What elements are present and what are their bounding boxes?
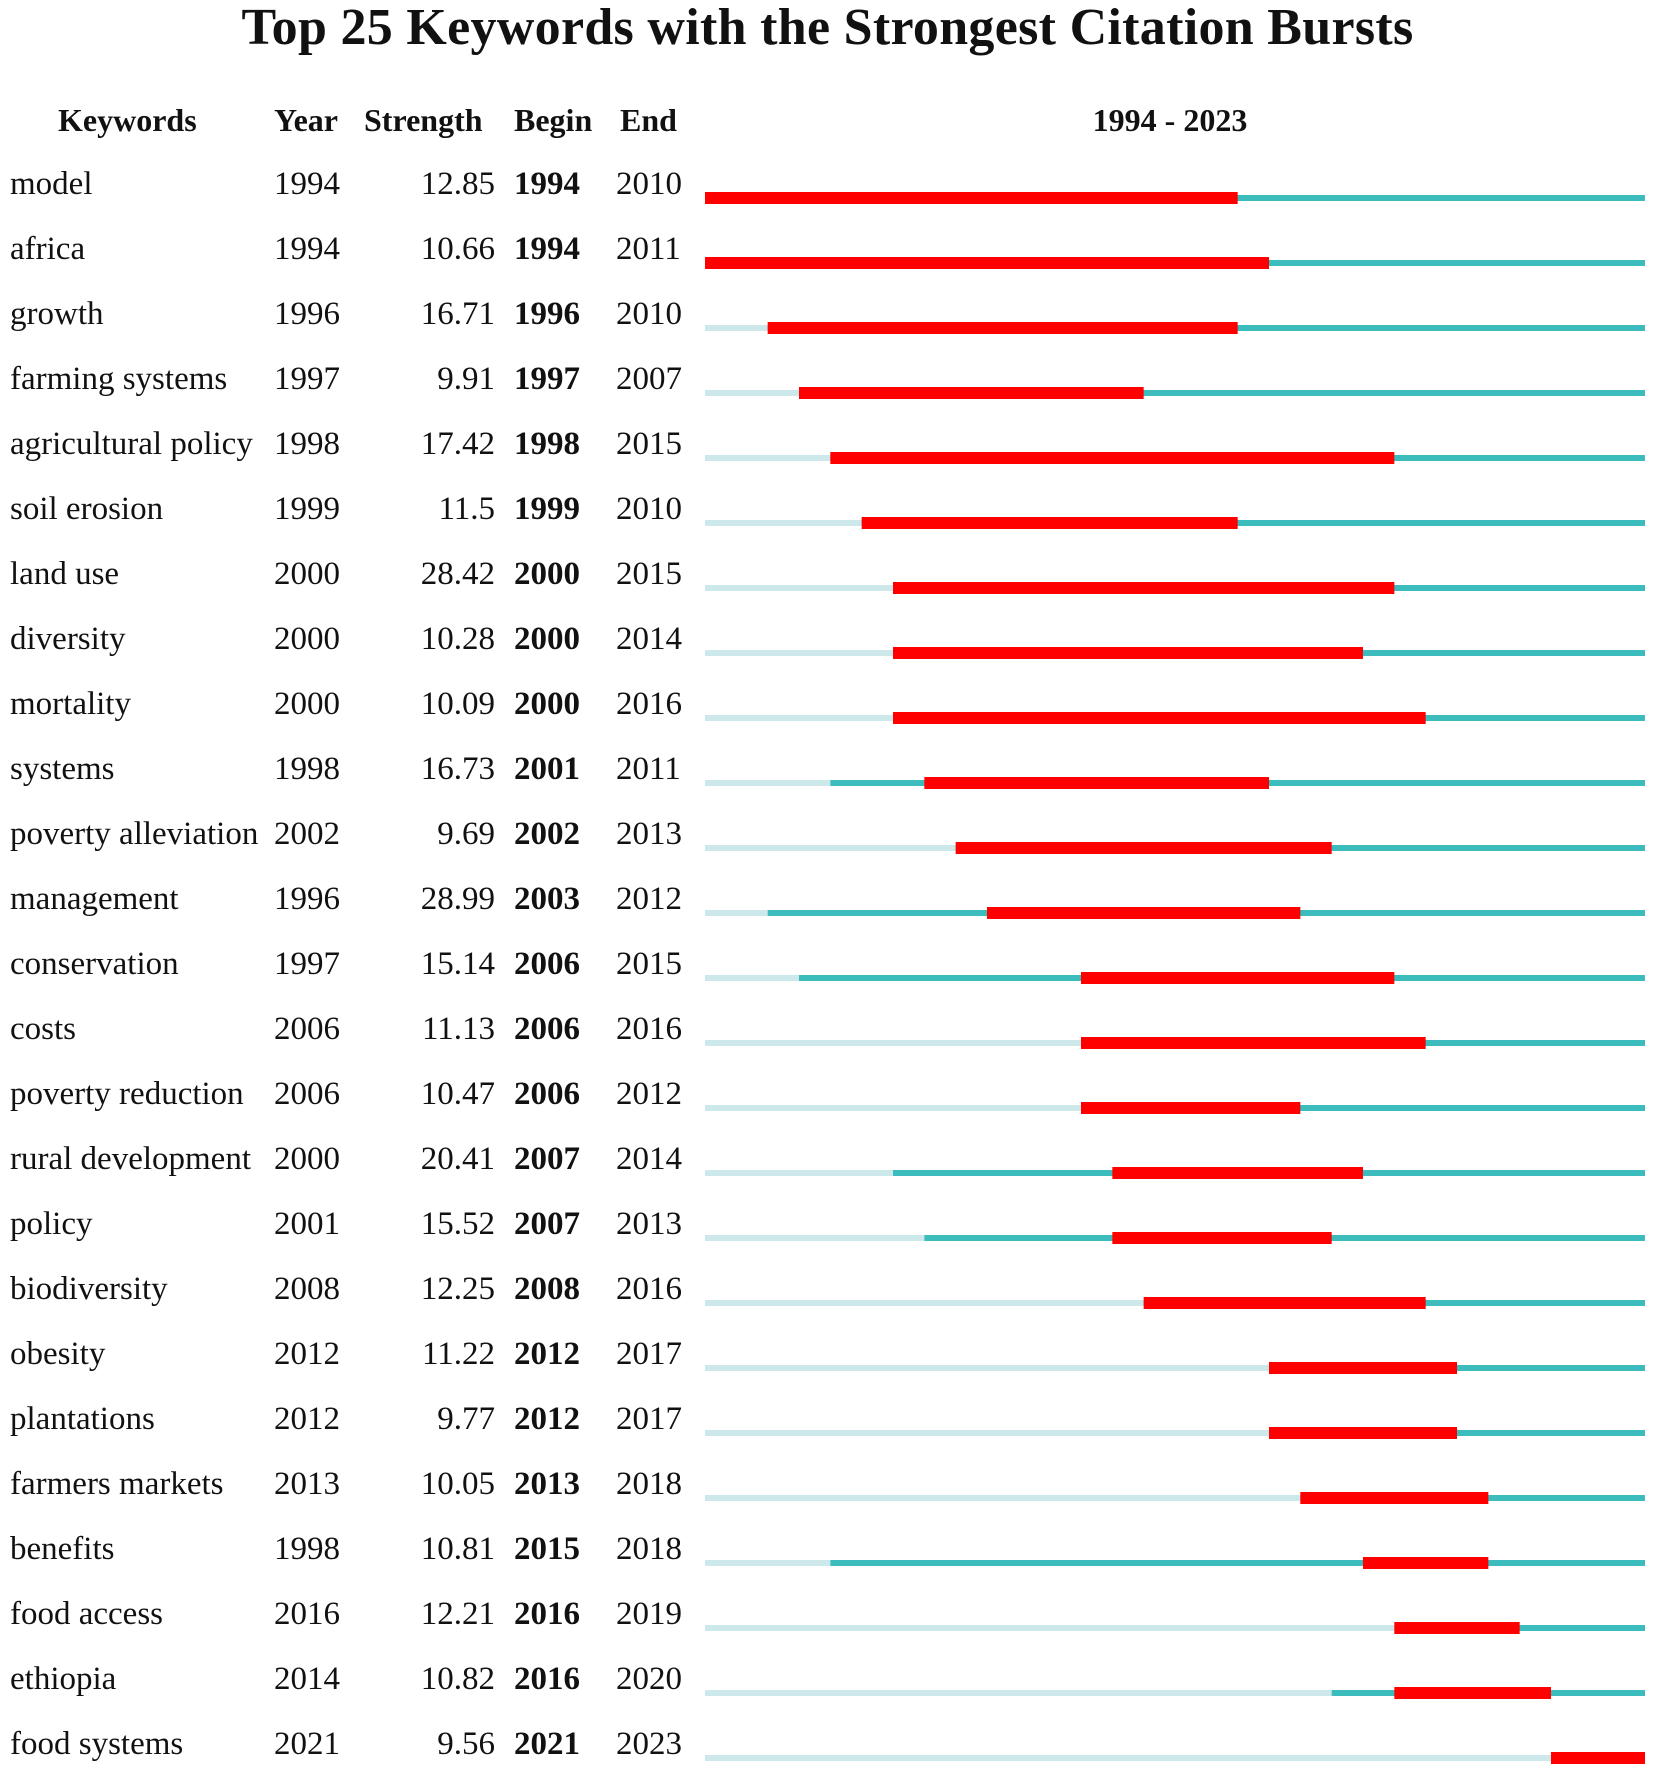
keyword-cell: growth — [10, 296, 104, 332]
inactive-segment — [705, 1560, 830, 1566]
header-end: End — [620, 102, 677, 138]
strength-cell: 10.05 — [420, 1466, 495, 1502]
end-cell: 2013 — [616, 1206, 682, 1242]
year-cell: 2000 — [274, 556, 340, 592]
keyword-cell: africa — [10, 231, 86, 267]
strength-cell: 10.47 — [420, 1076, 495, 1112]
begin-cell: 2000 — [514, 621, 580, 657]
burst-bar — [1394, 1622, 1519, 1634]
year-cell: 1994 — [274, 231, 340, 267]
year-cell: 2000 — [274, 686, 340, 722]
begin-cell: 2013 — [514, 1466, 580, 1502]
inactive-segment — [705, 1105, 1081, 1111]
burst-bar — [893, 712, 1426, 724]
end-cell: 2007 — [616, 361, 682, 397]
end-cell: 2016 — [616, 686, 682, 722]
begin-cell: 1994 — [514, 231, 580, 267]
header-begin: Begin — [514, 102, 593, 138]
begin-cell: 1996 — [514, 296, 580, 332]
burst-bar — [705, 192, 1238, 204]
keyword-cell: food systems — [10, 1726, 184, 1762]
strength-cell: 11.13 — [421, 1011, 495, 1047]
keyword-cell: soil erosion — [10, 491, 164, 527]
year-cell: 2006 — [274, 1076, 340, 1112]
begin-cell: 1997 — [514, 361, 580, 397]
end-cell: 2013 — [616, 816, 682, 852]
begin-cell: 2003 — [514, 881, 580, 917]
burst-bar — [862, 517, 1238, 529]
year-cell: 2016 — [274, 1596, 340, 1632]
active-segment — [830, 1560, 1645, 1566]
inactive-segment — [705, 1625, 1394, 1631]
begin-cell: 2000 — [514, 686, 580, 722]
begin-cell: 2016 — [514, 1661, 580, 1697]
inactive-segment — [705, 455, 830, 461]
keyword-cell: systems — [10, 751, 115, 787]
keyword-cell: farmers markets — [10, 1466, 224, 1502]
chart-title: Top 25 Keywords with the Strongest Citation Bursts — [241, 0, 1414, 56]
strength-cell: 10.81 — [420, 1531, 495, 1567]
year-cell: 2008 — [274, 1271, 340, 1307]
header-strength: Strength — [364, 102, 483, 138]
burst-bar — [1081, 1102, 1300, 1114]
keyword-cell: ethiopia — [10, 1661, 117, 1697]
inactive-segment — [705, 845, 956, 851]
burst-bar — [1394, 1687, 1551, 1699]
year-cell: 1998 — [274, 426, 340, 462]
strength-cell: 15.52 — [420, 1206, 495, 1242]
burst-bar — [1112, 1167, 1363, 1179]
inactive-segment — [705, 1495, 1300, 1501]
end-cell: 2017 — [616, 1336, 682, 1372]
burst-bar — [1081, 972, 1394, 984]
inactive-segment — [705, 1690, 1332, 1696]
keyword-cell: food access — [10, 1596, 164, 1632]
keyword-cell: plantations — [10, 1401, 155, 1437]
header-keywords: Keywords — [58, 102, 197, 138]
end-cell: 2015 — [616, 426, 682, 462]
burst-bar — [893, 647, 1363, 659]
inactive-segment — [705, 1235, 924, 1241]
end-cell: 2014 — [616, 1141, 682, 1177]
end-cell: 2014 — [616, 621, 682, 657]
strength-cell: 10.28 — [420, 621, 495, 657]
end-cell: 2010 — [616, 296, 682, 332]
begin-cell: 2007 — [514, 1206, 580, 1242]
inactive-segment — [705, 780, 830, 786]
end-cell: 2011 — [616, 751, 681, 787]
strength-cell: 9.91 — [437, 361, 495, 397]
end-cell: 2019 — [616, 1596, 682, 1632]
strength-cell: 10.66 — [420, 231, 495, 267]
keyword-cell: obesity — [10, 1336, 106, 1372]
strength-cell: 17.42 — [420, 426, 495, 462]
keyword-cell: rural development — [10, 1141, 251, 1177]
end-cell: 2011 — [616, 231, 681, 267]
burst-bar — [768, 322, 1238, 334]
inactive-segment — [705, 1365, 1269, 1371]
year-cell: 2001 — [274, 1206, 340, 1242]
begin-cell: 2001 — [514, 751, 580, 787]
begin-cell: 2007 — [514, 1141, 580, 1177]
begin-cell: 2006 — [514, 1011, 580, 1047]
end-cell: 2017 — [616, 1401, 682, 1437]
inactive-segment — [705, 1430, 1269, 1436]
keyword-cell: diversity — [10, 621, 126, 657]
end-cell: 2018 — [616, 1466, 682, 1502]
keyword-cell: policy — [10, 1206, 93, 1242]
end-cell: 2015 — [616, 946, 682, 982]
inactive-segment — [705, 650, 893, 656]
strength-cell: 9.69 — [437, 816, 495, 852]
strength-cell: 15.14 — [420, 946, 495, 982]
keyword-cell: costs — [10, 1011, 76, 1047]
year-cell: 1998 — [274, 1531, 340, 1567]
inactive-segment — [705, 1300, 1144, 1306]
strength-cell: 20.41 — [420, 1141, 495, 1177]
year-cell: 2000 — [274, 621, 340, 657]
keyword-cell: management — [10, 881, 179, 917]
end-cell: 2016 — [616, 1271, 682, 1307]
keyword-cell: land use — [10, 556, 120, 592]
begin-cell: 2021 — [514, 1726, 580, 1762]
header-year: Year — [274, 102, 338, 138]
burst-bar — [1551, 1752, 1645, 1764]
inactive-segment — [705, 1170, 893, 1176]
year-cell: 2014 — [274, 1661, 340, 1697]
burst-bar — [1081, 1037, 1426, 1049]
burst-bar — [830, 452, 1394, 464]
inactive-segment — [705, 910, 768, 916]
end-cell: 2012 — [616, 881, 682, 917]
strength-cell: 28.42 — [420, 556, 495, 592]
inactive-segment — [705, 1040, 1081, 1046]
year-cell: 1996 — [274, 881, 340, 917]
strength-cell: 28.99 — [420, 881, 495, 917]
burst-bar — [1269, 1362, 1457, 1374]
year-cell: 1997 — [274, 361, 340, 397]
end-cell: 2018 — [616, 1531, 682, 1567]
begin-cell: 1994 — [514, 166, 580, 202]
header-year-range: 1994 - 2023 — [1092, 102, 1248, 138]
inactive-segment — [705, 585, 893, 591]
inactive-segment — [705, 390, 799, 396]
burst-bar — [924, 777, 1269, 789]
burst-bar — [1144, 1297, 1426, 1309]
inactive-segment — [705, 325, 768, 331]
year-cell: 1999 — [274, 491, 340, 527]
year-cell: 2013 — [274, 1466, 340, 1502]
keyword-cell: conservation — [10, 946, 179, 982]
end-cell: 2016 — [616, 1011, 682, 1047]
year-cell: 1996 — [274, 296, 340, 332]
year-cell: 2006 — [274, 1011, 340, 1047]
year-cell: 2000 — [274, 1141, 340, 1177]
strength-cell: 12.25 — [420, 1271, 495, 1307]
year-cell: 1998 — [274, 751, 340, 787]
burst-bar — [987, 907, 1300, 919]
keyword-cell: biodiversity — [10, 1271, 168, 1307]
keyword-cell: mortality — [10, 686, 131, 722]
keyword-cell: benefits — [10, 1531, 115, 1567]
keyword-cell: model — [10, 166, 93, 202]
burst-bar — [705, 257, 1269, 269]
strength-cell: 16.73 — [420, 751, 495, 787]
begin-cell: 2002 — [514, 816, 580, 852]
begin-cell: 2008 — [514, 1271, 580, 1307]
strength-cell: 11.5 — [438, 491, 495, 527]
burst-bar — [956, 842, 1332, 854]
begin-cell: 2006 — [514, 946, 580, 982]
begin-cell: 1999 — [514, 491, 580, 527]
begin-cell: 2012 — [514, 1336, 580, 1372]
strength-cell: 9.56 — [437, 1726, 495, 1762]
end-cell: 2015 — [616, 556, 682, 592]
strength-cell: 10.09 — [420, 686, 495, 722]
strength-cell: 11.22 — [421, 1336, 495, 1372]
year-cell: 2012 — [274, 1336, 340, 1372]
inactive-segment — [705, 1755, 1551, 1761]
end-cell: 2023 — [616, 1726, 682, 1762]
keyword-cell: farming systems — [10, 361, 228, 397]
burst-bar — [1269, 1427, 1457, 1439]
keyword-cell: agricultural policy — [10, 426, 253, 462]
keyword-cell: poverty reduction — [10, 1076, 244, 1112]
inactive-segment — [705, 975, 799, 981]
begin-cell: 1998 — [514, 426, 580, 462]
year-cell: 1997 — [274, 946, 340, 982]
end-cell: 2010 — [616, 491, 682, 527]
begin-cell: 2006 — [514, 1076, 580, 1112]
year-cell: 2021 — [274, 1726, 340, 1762]
burst-bar — [893, 582, 1394, 594]
strength-cell: 12.21 — [420, 1596, 495, 1632]
begin-cell: 2016 — [514, 1596, 580, 1632]
inactive-segment — [705, 715, 893, 721]
year-cell: 2012 — [274, 1401, 340, 1437]
burst-bar — [1363, 1557, 1488, 1569]
strength-cell: 16.71 — [420, 296, 495, 332]
begin-cell: 2015 — [514, 1531, 580, 1567]
burst-bar — [1112, 1232, 1331, 1244]
year-cell: 1994 — [274, 166, 340, 202]
inactive-segment — [705, 520, 862, 526]
year-cell: 2002 — [274, 816, 340, 852]
burst-bar — [1300, 1492, 1488, 1504]
end-cell: 2010 — [616, 166, 682, 202]
end-cell: 2020 — [616, 1661, 682, 1697]
burst-bar — [799, 387, 1144, 399]
begin-cell: 2000 — [514, 556, 580, 592]
strength-cell: 9.77 — [437, 1401, 495, 1437]
keyword-cell: poverty alleviation — [10, 816, 259, 852]
begin-cell: 2012 — [514, 1401, 580, 1437]
strength-cell: 12.85 — [420, 166, 495, 202]
end-cell: 2012 — [616, 1076, 682, 1112]
strength-cell: 10.82 — [420, 1661, 495, 1697]
